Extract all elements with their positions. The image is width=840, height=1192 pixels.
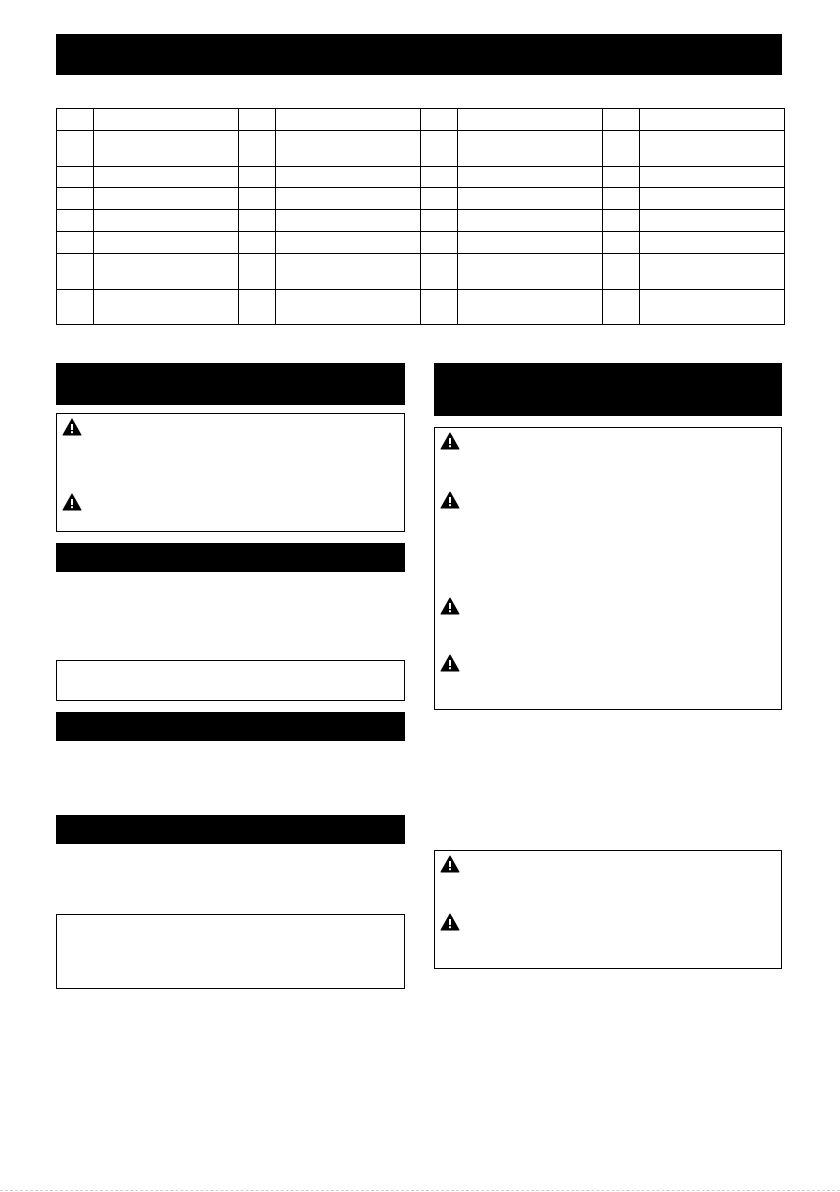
table-cell — [239, 210, 276, 232]
table-cell — [94, 167, 239, 188]
page-header-bar — [56, 34, 782, 75]
table-cell — [603, 254, 640, 290]
table-cell — [421, 131, 458, 167]
table-cell — [640, 232, 785, 254]
table-cell — [421, 290, 458, 325]
left-subheading-bar-3 — [56, 815, 405, 844]
table-cell — [94, 290, 239, 325]
table-cell — [458, 232, 603, 254]
table-cell — [57, 188, 94, 210]
table-cell — [603, 131, 640, 167]
table-row — [57, 290, 785, 325]
table-row — [57, 232, 785, 254]
table-cell — [458, 188, 603, 210]
warning-triangle-icon — [440, 855, 460, 873]
table-cell — [640, 290, 785, 325]
table-cell — [603, 290, 640, 325]
table-cell — [458, 131, 603, 167]
table-row — [57, 188, 785, 210]
table-cell — [94, 210, 239, 232]
table-cell — [421, 254, 458, 290]
table-cell — [458, 210, 603, 232]
parts-table — [56, 108, 785, 325]
table-cell — [57, 254, 94, 290]
page-bottom-rule — [0, 1190, 840, 1191]
table-row — [57, 254, 785, 290]
right-section-heading-bar — [434, 363, 782, 416]
table-cell — [94, 188, 239, 210]
table-cell — [640, 210, 785, 232]
table-cell — [239, 290, 276, 325]
table-cell — [276, 210, 421, 232]
left-note-box-2 — [56, 914, 405, 989]
table-cell — [57, 232, 94, 254]
table-cell — [239, 232, 276, 254]
table-cell — [94, 232, 239, 254]
table-row — [57, 167, 785, 188]
table-cell — [640, 254, 785, 290]
table-cell — [421, 232, 458, 254]
table-cell — [57, 109, 94, 131]
table-cell — [276, 290, 421, 325]
table-cell — [421, 188, 458, 210]
table-cell — [458, 167, 603, 188]
left-subheading-bar-1 — [56, 543, 405, 572]
table-cell — [276, 109, 421, 131]
table-cell — [421, 109, 458, 131]
table-cell — [603, 188, 640, 210]
table-cell — [239, 188, 276, 210]
table-cell — [57, 167, 94, 188]
table-row — [57, 109, 785, 131]
table-cell — [640, 167, 785, 188]
left-section-heading-bar — [56, 363, 405, 405]
warning-triangle-icon — [440, 597, 460, 615]
right-warning-box-1 — [434, 427, 782, 710]
table-cell — [603, 210, 640, 232]
table-cell — [276, 131, 421, 167]
table-cell — [57, 290, 94, 325]
table-cell — [421, 210, 458, 232]
table-cell — [603, 232, 640, 254]
table-row — [57, 131, 785, 167]
table-cell — [458, 109, 603, 131]
table-cell — [458, 254, 603, 290]
table-cell — [458, 290, 603, 325]
table-cell — [276, 254, 421, 290]
table-cell — [276, 232, 421, 254]
table-cell — [640, 131, 785, 167]
table-cell — [640, 109, 785, 131]
table-cell — [94, 109, 239, 131]
table-cell — [57, 210, 94, 232]
table-cell — [94, 254, 239, 290]
left-subheading-bar-2 — [56, 712, 405, 741]
table-row — [57, 210, 785, 232]
warning-triangle-icon — [440, 491, 460, 509]
table-cell — [239, 254, 276, 290]
left-note-box-1 — [56, 660, 405, 701]
table-cell — [603, 109, 640, 131]
warning-triangle-icon — [440, 432, 460, 450]
table-cell — [421, 167, 458, 188]
table-cell — [94, 131, 239, 167]
table-cell — [57, 131, 94, 167]
table-cell — [239, 109, 276, 131]
warning-triangle-icon — [440, 654, 460, 672]
warning-triangle-icon — [62, 493, 82, 511]
table-cell — [239, 131, 276, 167]
table-cell — [239, 167, 276, 188]
right-warning-box-2 — [434, 850, 782, 969]
warning-triangle-icon — [440, 913, 460, 931]
table-cell — [603, 167, 640, 188]
table-cell — [276, 167, 421, 188]
warning-triangle-icon — [62, 418, 82, 436]
left-warning-box — [56, 413, 405, 532]
table-cell — [640, 188, 785, 210]
table-cell — [276, 188, 421, 210]
